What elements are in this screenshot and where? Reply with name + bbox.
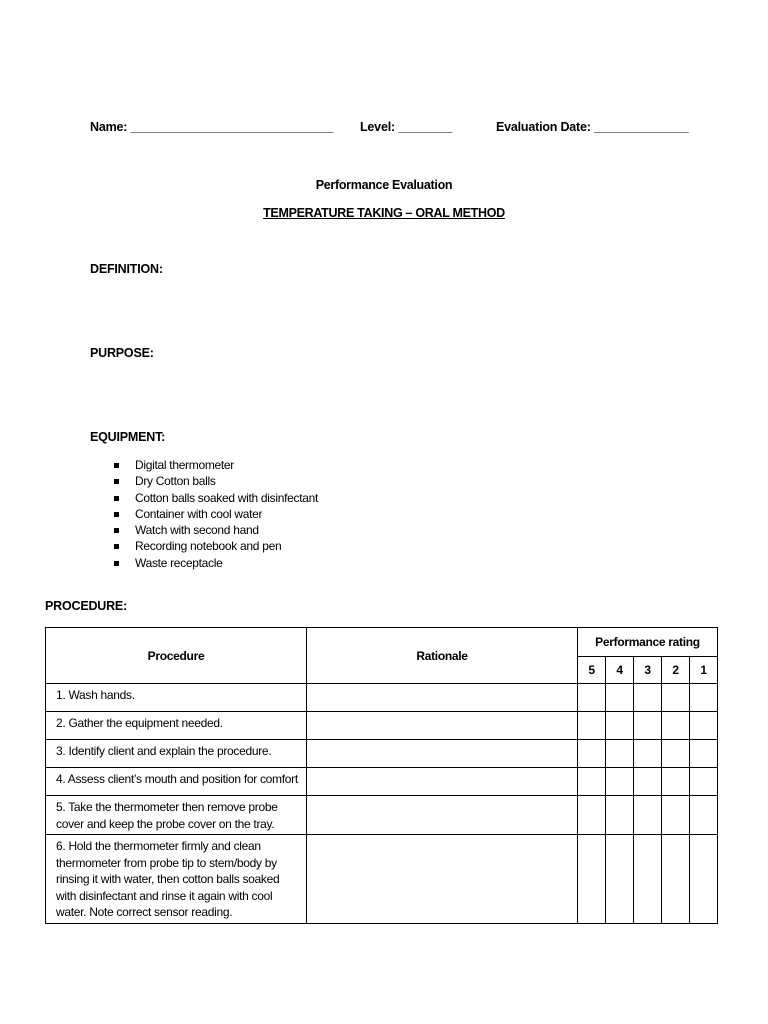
- rating-cell[interactable]: [606, 740, 634, 768]
- rating-cell[interactable]: [606, 684, 634, 712]
- bullet-icon: [114, 463, 119, 468]
- equipment-item-label: Cotton balls soaked with disinfectant: [135, 490, 319, 505]
- rating-cell[interactable]: [690, 712, 718, 740]
- rating-cell[interactable]: [634, 740, 662, 768]
- list-item: [112, 490, 318, 506]
- rationale-cell[interactable]: [307, 796, 578, 835]
- level-field-label: Level: ________: [360, 120, 453, 134]
- rating-cell[interactable]: [662, 835, 690, 924]
- rating-cell[interactable]: [578, 740, 606, 768]
- rationale-cell[interactable]: [307, 835, 578, 924]
- rating-cell[interactable]: [634, 684, 662, 712]
- rating-cell[interactable]: [690, 796, 718, 835]
- rating-cell[interactable]: [606, 768, 634, 796]
- bullet-icon: [114, 496, 119, 501]
- table-row: [46, 768, 718, 796]
- procedure-table: [45, 627, 718, 924]
- rating-cell[interactable]: [606, 712, 634, 740]
- definition-heading: DEFINITION:: [90, 262, 163, 276]
- rating-cell[interactable]: [606, 835, 634, 924]
- table-row: [46, 796, 718, 835]
- performance-rating-header: Performance rating: [578, 628, 718, 657]
- rating-cell[interactable]: [634, 768, 662, 796]
- bullet-icon: [114, 479, 119, 484]
- rating-cell[interactable]: [606, 796, 634, 835]
- list-item: [112, 506, 318, 522]
- table-header-row: [46, 628, 718, 657]
- equipment-heading: EQUIPMENT:: [90, 430, 166, 444]
- list-item: [112, 473, 318, 489]
- rating-cell[interactable]: [578, 712, 606, 740]
- procedure-step-cell: 5. Take the thermometer then remove probe cover and keep the probe cover on the tray.: [46, 796, 307, 835]
- equipment-item-label: Recording notebook and pen: [135, 539, 282, 554]
- list-item: [112, 555, 318, 571]
- equipment-item-label: Container with cool water: [135, 506, 263, 521]
- rationale-cell[interactable]: [307, 740, 578, 768]
- rating-cell[interactable]: [634, 796, 662, 835]
- table-row: [46, 740, 718, 768]
- rating-cell[interactable]: [578, 835, 606, 924]
- rating-cell[interactable]: [662, 740, 690, 768]
- rationale-cell[interactable]: [307, 684, 578, 712]
- list-item: [112, 457, 318, 473]
- table-row: [46, 835, 718, 924]
- equipment-list: [112, 457, 318, 571]
- table-row: [46, 684, 718, 712]
- document-subtitle: TEMPERATURE TAKING – ORAL METHOD: [263, 206, 505, 220]
- bullet-icon: [114, 544, 119, 549]
- purpose-heading: PURPOSE:: [90, 346, 154, 360]
- rating-cell[interactable]: [690, 768, 718, 796]
- procedure-step-cell: 6. Hold the thermometer firmly and clean thermometer from probe tip to stem/body by rinsing it with water, then cotton balls soaked with disinfectant and rinse it again with cool water. Note correct sensor reading.: [46, 835, 307, 924]
- procedure-step-cell: 2. Gather the equipment needed.: [46, 712, 307, 740]
- rating-2-header: 2: [662, 657, 690, 684]
- bullet-icon: [114, 528, 119, 533]
- rationale-column-header: Rationale: [307, 628, 578, 684]
- rating-cell[interactable]: [690, 684, 718, 712]
- rating-1-header: 1: [690, 657, 718, 684]
- list-item: [112, 522, 318, 538]
- document-title: Performance Evaluation: [315, 178, 453, 192]
- rating-3-header: 3: [634, 657, 662, 684]
- rating-cell[interactable]: [578, 684, 606, 712]
- rating-cell[interactable]: [662, 684, 690, 712]
- rating-cell[interactable]: [690, 740, 718, 768]
- equipment-item-label: Dry Cotton balls: [135, 474, 216, 489]
- procedure-column-header: Procedure: [46, 628, 307, 684]
- bullet-icon: [114, 561, 119, 566]
- rating-5-header: 5: [578, 657, 606, 684]
- table-row: [46, 712, 718, 740]
- list-item: [112, 538, 318, 554]
- name-field-label: Name: ______________________________: [90, 120, 334, 134]
- rating-cell[interactable]: [578, 796, 606, 835]
- procedure-step-cell: 1. Wash hands.: [46, 684, 307, 712]
- rating-4-header: 4: [606, 657, 634, 684]
- rating-cell[interactable]: [662, 712, 690, 740]
- rating-cell[interactable]: [578, 768, 606, 796]
- rating-cell[interactable]: [634, 835, 662, 924]
- procedure-step-cell: 3. Identify client and explain the procedure.: [46, 740, 307, 768]
- evaluation-date-field-label: Evaluation Date: ______________: [496, 120, 689, 134]
- equipment-item-label: Digital thermometer: [135, 458, 235, 472]
- rating-cell[interactable]: [690, 835, 718, 924]
- rating-cell[interactable]: [634, 712, 662, 740]
- rationale-cell[interactable]: [307, 768, 578, 796]
- equipment-item-label: Waste receptacle: [135, 555, 223, 570]
- procedure-heading: PROCEDURE:: [45, 599, 128, 613]
- equipment-item-label: Watch with second hand: [135, 523, 259, 538]
- rationale-cell[interactable]: [307, 712, 578, 740]
- rating-cell[interactable]: [662, 796, 690, 835]
- procedure-step-cell: 4. Assess client’s mouth and position for comfort: [46, 768, 307, 796]
- bullet-icon: [114, 512, 119, 517]
- rating-cell[interactable]: [662, 768, 690, 796]
